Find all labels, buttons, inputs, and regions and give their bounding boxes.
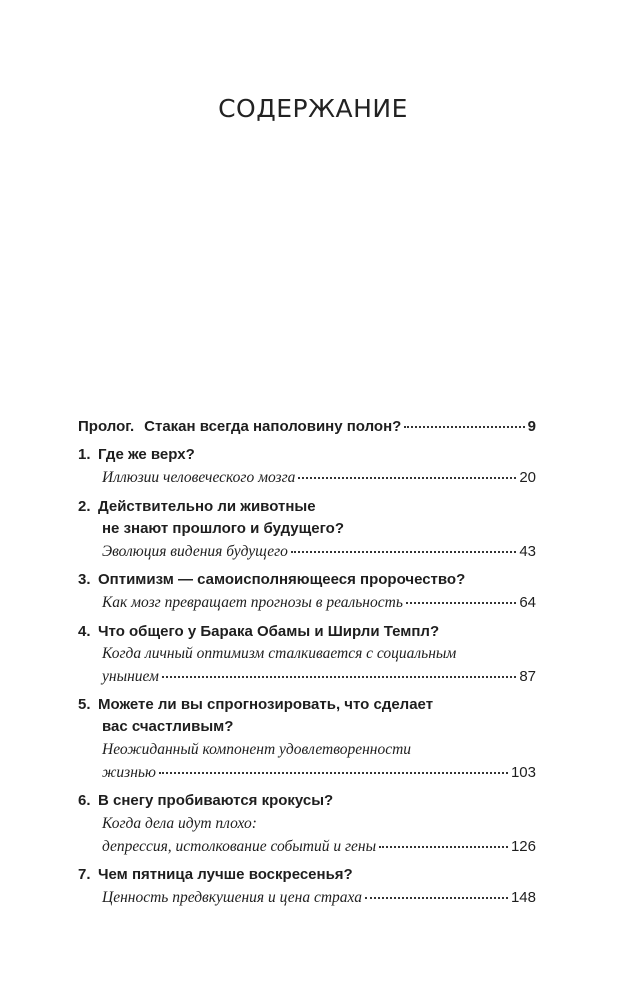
chapter-number: 6. (78, 792, 91, 809)
page-number: 64 (519, 594, 536, 611)
toc-entry-chapter-4[interactable] (78, 623, 536, 645)
chapter-subtitle-continued: депрессия, истолкование событий и гены (102, 838, 377, 855)
toc-subtitle-chapter-5 (78, 741, 536, 763)
dot-leader (291, 551, 516, 553)
dot-leader (159, 772, 508, 774)
toc-subtitle-chapter-4-line-2 (78, 668, 536, 690)
chapter-title: Что общего у Барака Обамы и Ширли Темпл? (98, 623, 440, 640)
chapter-subtitle-continued: жизнью (102, 764, 156, 781)
page-title: СОДЕРЖАНИЕ (218, 94, 408, 123)
chapter-subtitle: Иллюзии человеческого мозга (102, 469, 296, 486)
prolog-label: Пролог. (78, 418, 135, 435)
toc-subtitle-chapter-1 (78, 469, 536, 491)
dot-leader (404, 426, 524, 428)
toc-entry-prolog[interactable] (78, 418, 536, 440)
toc-entry-chapter-5[interactable] (78, 696, 536, 718)
dot-leader (406, 602, 516, 604)
toc-subtitle-chapter-3 (78, 594, 536, 616)
chapter-number: 3. (78, 571, 91, 588)
chapter-title: Действительно ли животные (98, 498, 316, 515)
toc-entry-chapter-2-line-2 (78, 520, 536, 542)
chapter-subtitle: Неожиданный компонент удовлетворенности (102, 741, 412, 758)
chapter-title: Где же верх? (98, 446, 195, 463)
chapter-number: 1. (78, 446, 91, 463)
chapter-number: 5. (78, 696, 91, 713)
toc-subtitle-chapter-5-line-2 (78, 764, 536, 786)
toc-entry-chapter-6[interactable] (78, 792, 536, 814)
page-number: 87 (519, 668, 536, 685)
page-number: 126 (510, 838, 536, 855)
dot-leader (379, 846, 508, 848)
toc-subtitle-chapter-7 (78, 889, 536, 911)
toc-entry-chapter-2[interactable] (78, 498, 536, 520)
chapter-number: 7. (78, 866, 91, 883)
prolog-title: Стакан всегда наполовину полон? (144, 418, 402, 435)
toc-subtitle-chapter-6 (78, 815, 536, 837)
chapter-title: Оптимизм — самоисполняющееся пророчество? (98, 571, 466, 588)
page-number: 43 (519, 543, 536, 560)
chapter-subtitle: Ценность предвкушения и цена страха (102, 889, 362, 906)
toc-entry-chapter-5-line-2 (78, 718, 536, 740)
chapter-number: 4. (78, 623, 91, 640)
chapter-subtitle: Когда личный оптимизм сталкивается с социальным (102, 645, 457, 662)
chapter-title: Чем пятница лучше воскресенья? (98, 866, 353, 883)
toc-entry-chapter-7[interactable] (78, 866, 536, 888)
toc-entry-chapter-1[interactable] (78, 446, 536, 468)
page-number: 9 (527, 418, 536, 435)
chapter-subtitle: Как мозг превращает прогнозы в реальность (102, 594, 403, 611)
chapter-title: Можете ли вы спрогнозировать, что сделает (98, 696, 434, 713)
chapter-number: 2. (78, 498, 91, 515)
page-number: 103 (510, 764, 536, 781)
chapter-subtitle-continued: унынием (102, 668, 159, 685)
page-number: 20 (519, 469, 536, 486)
toc-subtitle-chapter-4 (78, 645, 536, 667)
chapter-title-continued: не знают прошлого и будущего? (102, 520, 344, 537)
toc-subtitle-chapter-2 (78, 543, 536, 565)
toc-subtitle-chapter-6-line-2 (78, 838, 536, 860)
toc-entry-chapter-3[interactable] (78, 571, 536, 593)
dot-leader (162, 676, 516, 678)
page-number: 148 (510, 889, 536, 906)
chapter-subtitle: Когда дела идут плохо: (102, 815, 257, 832)
chapter-subtitle: Эволюция видения будущего (102, 543, 288, 560)
chapter-title: В снегу пробиваются крокусы? (98, 792, 334, 809)
chapter-title-continued: вас счастливым? (102, 718, 234, 735)
dot-leader (298, 477, 516, 479)
dot-leader (365, 897, 508, 899)
